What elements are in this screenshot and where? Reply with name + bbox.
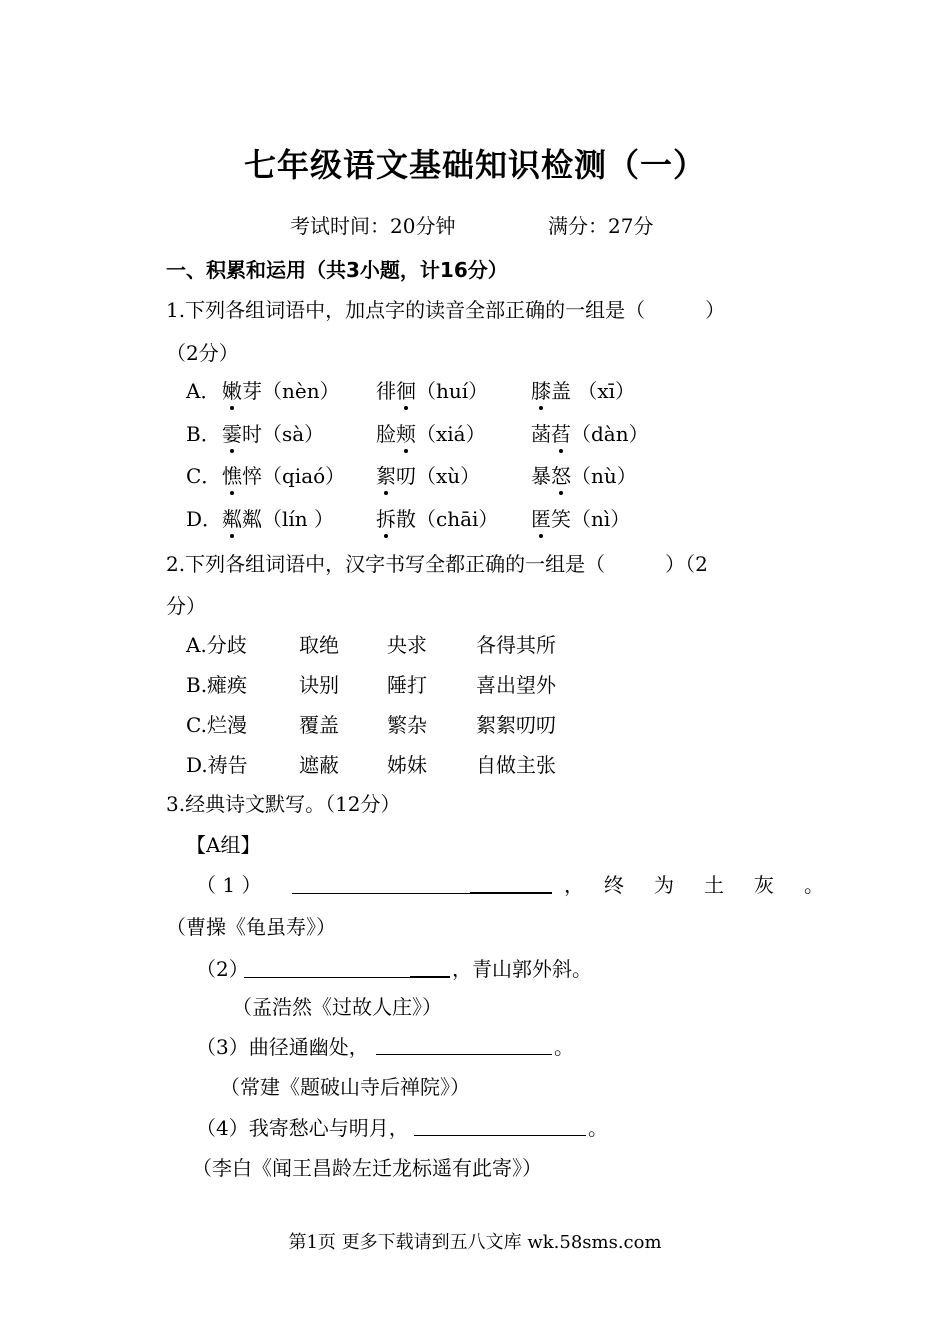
q2-option-word: 繁杂 — [387, 713, 427, 737]
q2-option-word: 絮絮叨叨 — [476, 713, 556, 737]
q2-option-first-word: B.瘫痪 — [186, 673, 248, 697]
q3-line2-blank — [244, 956, 450, 982]
dotted-character: 憔 — [222, 460, 242, 489]
q3-stem: 3.经典诗文默写。（12分） — [166, 792, 401, 816]
q2-option-word: 诀别 — [299, 673, 339, 697]
q1-option-word — [222, 375, 340, 404]
q1-points: （2分） — [166, 341, 239, 365]
q3-line1-source: （曹操《龟虽寿》） — [166, 915, 336, 939]
word-part: （dàn） — [571, 422, 649, 446]
dotted-character: 絮 — [376, 460, 396, 489]
word-part: 盖 （xī） — [551, 379, 636, 403]
q2-option-word: 自做主张 — [476, 753, 556, 777]
q2-stem-cont: 分） — [166, 594, 206, 618]
q1-option-word — [531, 418, 649, 447]
q1-option-word — [376, 418, 486, 447]
q3-line4-source: （李白《闻王昌龄左迁龙标遥有此寄》） — [192, 1156, 542, 1180]
q2-option-word: 覆盖 — [299, 713, 339, 737]
q2-option-word: 取绝 — [299, 633, 339, 657]
word-part: 脸 — [376, 422, 396, 446]
q2-option-word: 遮蔽 — [299, 753, 339, 777]
q1-option-word — [531, 460, 637, 489]
word-part: 散（chāi） — [396, 507, 499, 531]
word-part: （nù） — [571, 464, 637, 488]
q2-option-first-word: A.分歧 — [186, 633, 247, 657]
q1-option-word — [531, 375, 635, 404]
word-part: （huí） — [416, 379, 489, 403]
dotted-character: 霎 — [222, 418, 242, 447]
dotted-character: 怒 — [551, 460, 571, 489]
q2-option-word: 陲打 — [387, 673, 427, 697]
q3-group-label: 【A组】 — [186, 833, 261, 857]
full-score: 满分：27分 — [548, 214, 654, 238]
word-part: 笑（nì） — [551, 507, 631, 531]
q3-line4-blank — [414, 1115, 586, 1140]
dotted-character: 嫩 — [222, 375, 242, 404]
q2-option-word: 各得其所 — [476, 633, 556, 657]
word-part: 菡 — [531, 422, 551, 446]
word-part: 芽（nèn） — [242, 379, 340, 403]
q3-line1-blank — [292, 872, 552, 898]
q3-line3-end: 。 — [554, 1035, 574, 1059]
dotted-character: 拆 — [376, 503, 396, 532]
word-part: 徘 — [376, 379, 396, 403]
q1-option-label: C． — [186, 464, 222, 488]
q2-option-first-word: C.烂漫 — [186, 713, 247, 737]
page-footer: 第1页 更多下载请到五八文库 wk.58sms.com — [288, 1232, 662, 1253]
dotted-character: 粼 — [222, 503, 242, 532]
dotted-character: 徊 — [396, 375, 416, 404]
q2-option-first-word: D.祷告 — [186, 753, 248, 777]
page-title: 七年级语文基础知识检测（一） — [243, 146, 706, 184]
q3-line3-text: （3）曲径通幽处， — [196, 1035, 369, 1059]
q1-option-word — [376, 503, 498, 532]
q1-option-word — [222, 418, 324, 447]
word-part: 暴 — [531, 464, 551, 488]
q1-option-word — [376, 375, 488, 404]
q3-line1-text: ， 终 为 土 灰 。 — [564, 873, 829, 897]
q1-stem: 1.下列各组词语中，加点字的读音全部正确的一组是（ ） — [166, 298, 726, 322]
dotted-character: 萏 — [551, 418, 571, 447]
section-heading: 一、积累和运用（共3小题，计16分） — [166, 258, 508, 282]
word-part: 叨（xù） — [396, 464, 481, 488]
q3-line3-blank — [376, 1034, 552, 1059]
q3-line4-text: （4）我寄愁心与明月， — [196, 1116, 409, 1140]
q1-option-word — [376, 460, 480, 489]
q3-line2-source: （孟浩然《过故人庄》） — [232, 995, 442, 1019]
q2-option-word: 喜出望外 — [476, 673, 556, 697]
q1-option-word — [222, 503, 334, 532]
dotted-character: 颊 — [396, 418, 416, 447]
q3-line1-number: （ 1 ） — [196, 873, 262, 897]
dotted-character: 匿 — [531, 503, 551, 532]
q3-line2-number: （2） — [196, 957, 249, 981]
q1-option-label: B． — [186, 422, 221, 446]
q3-line3-source: （常建《题破山寺后禅院》） — [220, 1075, 470, 1099]
q3-line2-text: ，青山郭外斜。 — [452, 957, 592, 981]
exam-time: 考试时间：20分钟 — [290, 214, 456, 238]
q2-option-word: 姊妹 — [387, 753, 427, 777]
word-part: 悴（qiaó） — [242, 464, 346, 488]
q1-option-word — [531, 503, 630, 532]
q1-option-word — [222, 460, 345, 489]
q1-option-label: A． — [186, 379, 221, 403]
word-part: （xiá） — [416, 422, 486, 446]
q2-option-word: 央求 — [387, 633, 427, 657]
q2-stem: 2.下列各组词语中，汉字书写全都正确的一组是（ ）（2 — [166, 552, 708, 576]
word-part: 粼（lín ） — [242, 507, 335, 531]
dotted-character: 膝 — [531, 375, 551, 404]
word-part: 时（sà） — [242, 422, 325, 446]
q3-line4-end: 。 — [588, 1116, 608, 1140]
q1-option-label: D． — [186, 507, 223, 531]
